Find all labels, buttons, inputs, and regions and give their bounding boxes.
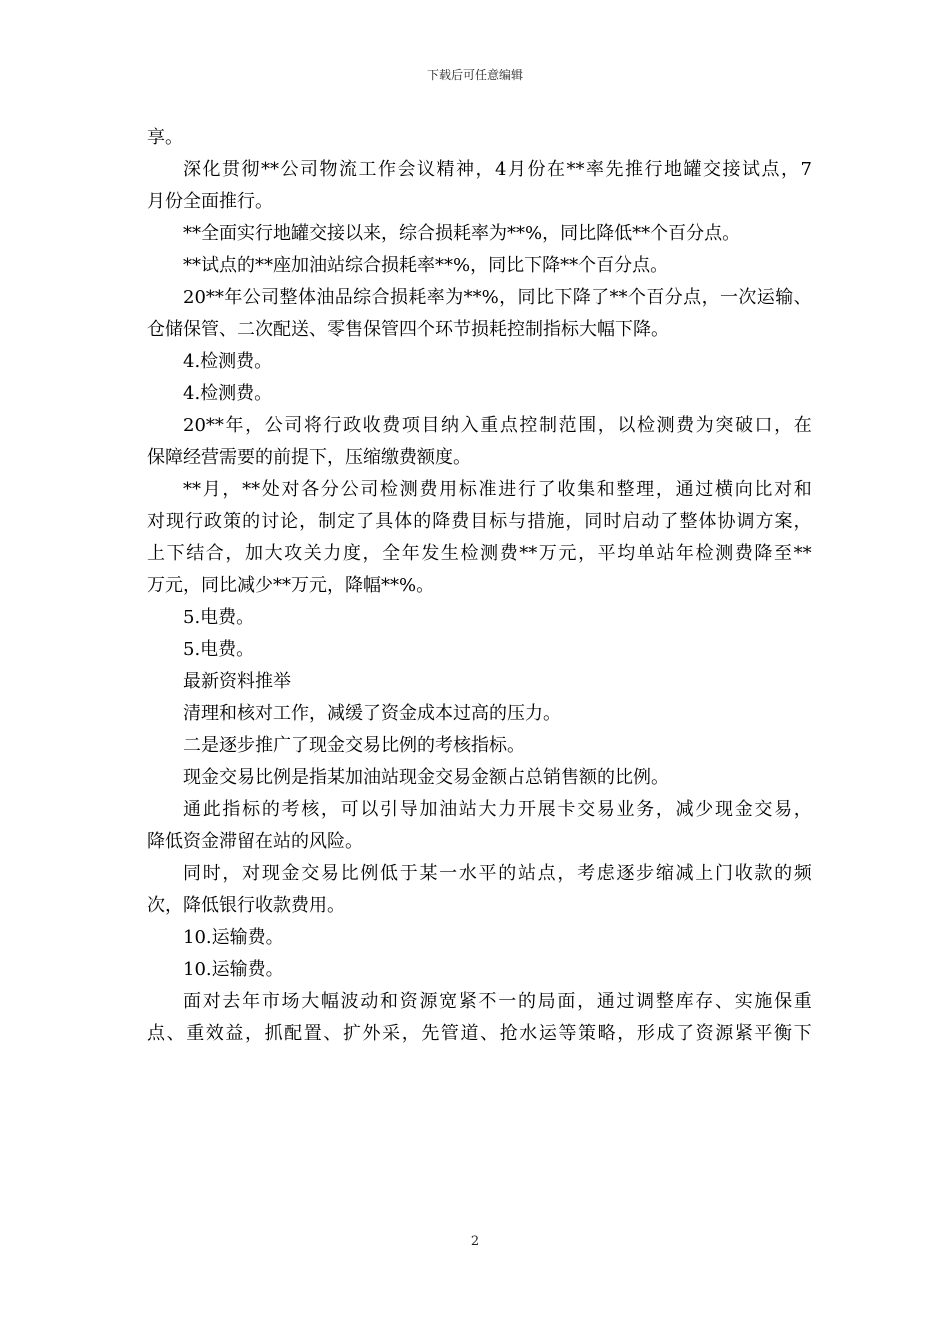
text-line: 20** 年 ， 公 司 将 行 政 收 费 项 目 纳 入 重 点 控 制 范 围 ， 以 检 测 费 为 突 破 口 ， 在 [183,415,812,436]
text-line: 上 下 结 合 ， 加 大 攻 关 力 度 ， 全 年 发 生 检 测 费 ** 万 元 ， 平 均 单 站 年 检 测 费 降 至 ** [147,543,812,564]
text-line: 5.电费。 [183,639,255,660]
text-line: 清理和核对工作，减缓了资金成本过高的压力。 [183,703,561,724]
text-line: 最新资料推举 [183,671,291,692]
text-line: 次，降低银行收款费用。 [147,895,345,916]
page-number: 2 [470,1234,480,1249]
text-line: 深 化 贯 彻 ** 公 司 物 流 工 作 会 议 精 神 ， 4 月 份 在 ** 率 先 推 行 地 罐 交 接 试 点 ， 7 [183,159,812,180]
text-line: 面 对 去 年 市 场 大 幅 波 动 和 资 源 宽 紧 不 一 的 局 面 ， 通 过 调 整 库 存 、 实 施 保 重 [183,991,812,1012]
text-line: 10.运输费。 [183,927,284,948]
text-line: 万元，同比减少**万元，降幅**%。 [147,575,435,596]
text-line: 5.电费。 [183,607,255,628]
text-line: 保障经营需要的前提下，压缩缴费额度。 [147,447,471,468]
text-line: 月份全面推行。 [147,191,273,212]
text-line: 现金交易比例是指某加油站现金交易金额占总销售额的比例。 [183,767,669,788]
text-line: 同 时 ， 对 现 金 交 易 比 例 低 于 某 一 水 平 的 站 点 ， 考 虑 逐 步 缩 减 上 门 收 款 的 频 [183,863,812,884]
text-line: 4.检测费。 [183,351,273,372]
text-line: 享。 [147,127,183,148]
text-line: 10.运输费。 [183,959,284,980]
text-line: 对 现 行 政 策 的 讨 论 ， 制 定 了 具 体 的 降 费 目 标 与 措 施 ， 同 时 启 动 了 整 体 协 调 方 案 ， [147,511,812,532]
text-line: 通 此 指 标 的 考 核 ， 可 以 引 导 加 油 站 大 力 开 展 卡 交 易 业 务 ， 减 少 现 金 交 易 ， [183,799,812,820]
text-line: 4.检测费。 [183,383,273,404]
text-line: 降低资金滞留在站的风险。 [147,831,363,852]
text-line: 20** 年 公 司 整 体 油 品 综 合 损 耗 率 为 **% ， 同 比 下 降 了 ** 个 百 分 点 ， 一 次 运 输 、 [183,287,812,308]
text-line: **全面实行地罐交接以来，综合损耗率为**%，同比降低**个百分点。 [183,223,741,244]
page-header: 下载后可任意编辑 [426,68,523,82]
text-line: 仓储保管、二次配送、零售保管四个环节损耗控制指标大幅下降。 [147,319,669,340]
text-line: 点 、 重 效 益 ， 抓 配 置 、 扩 外 采 ， 先 管 道 、 抢 水 运 等 策 略 ， 形 成 了 资 源 紧 平 衡 下 [147,1023,812,1044]
text-line: ** 月 ， ** 处 对 各 分 公 司 检 测 费 用 标 准 进 行 了 收 集 和 整 理 ， 通 过 横 向 比 对 和 [183,479,812,500]
text-line: 二是逐步推广了现金交易比例的考核指标。 [183,735,525,756]
document-body [147,122,812,1050]
text-line: **试点的**座加油站综合损耗率**%，同比下降**个百分点。 [183,255,669,276]
